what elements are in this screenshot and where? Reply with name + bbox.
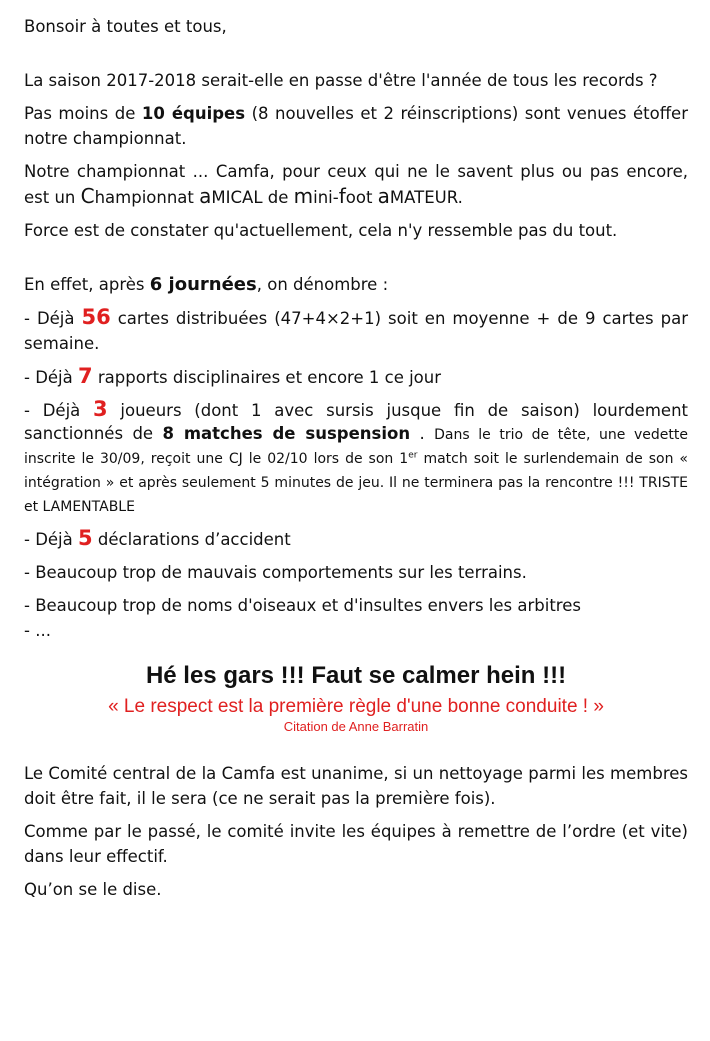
stat-behaviour: - Beaucoup trop de mauvais comportements sur les terrains. (24, 563, 527, 582)
players-count: 3 (93, 397, 108, 421)
stats-lead: En effet, après 6 journées, on dénombre : (24, 274, 389, 295)
stat-reports: - Déjà 7 rapports disciplinaires et encore 1 ce jour (24, 364, 442, 388)
intro-championship: Notre championnat ... Camfa, pour ceux qui ne le savent plus ou pas encore, est un Championnat aMICAL de mini-foot aMATEUR. (24, 162, 688, 208)
quote-citation: Citation de Anne Barratin (283, 719, 429, 734)
greeting: Bonsoir à toutes et tous, (24, 17, 227, 36)
quote: « Le respect est la première règle d'une bonne conduite ! » (108, 696, 604, 717)
intro-teams: Pas moins de 10 équipes (8 nouvelles et 2 réinscriptions) sont venues étoffer notre championnat. (24, 104, 688, 148)
closing-signoff: Qu’on se le dise. (24, 880, 162, 899)
intro-question: La saison 2017-2018 serait-elle en passe d'être l'année de tous les records ? (24, 71, 658, 90)
matchdays-count: 6 journées (149, 274, 257, 295)
stat-players: - Déjà 3 joueurs (dont 1 avec sursis jusque fin de saison) lourdement sanctionnés de 8 matches de suspension . Dans le trio de tête, une vedette inscrite le 30/09, reçoit une CJ le 02/10 lors de son 1er match soit le surlendemain de son « intégration » et après seulement 5 minutes de jeu. Il ne terminera pas la rencontre !!! TRISTE et LAMENTABLE (24, 397, 689, 515)
letter-body (24, 14, 688, 902)
slogan-heading: Hé les gars !!! Faut se calmer hein !!! (145, 662, 567, 689)
stat-insults: - Beaucoup trop de noms d'oiseaux et d'insultes envers les arbitres (24, 596, 581, 615)
players-detail: Dans le trio de tête, une vedette inscrite le 30/09, reçoit une CJ le 02/10 lors de son 1er match soit le surlendemain de son « intégration » et après seulement 5 minutes de jeu. Il ne terminera pas la rencontre !!! TRISTE et LAMENTABLE (24, 427, 689, 515)
closing-invite: Comme par le passé, le comité invite les équipes à remettre de l’ordre (et vite) dans leur effectif. (24, 822, 688, 866)
stat-cards: - Déjà 56 cartes distribuées (47+4×2+1) soit en moyenne + de 9 cartes par semaine. (24, 305, 689, 353)
reports-count: 7 (78, 364, 93, 388)
accidents-count: 5 (78, 526, 93, 550)
stat-etc: - ... (24, 621, 51, 640)
stat-accidents: - Déjà 5 déclarations d’accident (24, 526, 291, 550)
teams-count: 10 équipes (141, 104, 246, 123)
cards-count: 56 (81, 305, 111, 329)
intro-observation: Force est de constater qu'actuellement, cela n'y ressemble pas du tout. (24, 221, 618, 240)
closing-committee: Le Comité central de la Camfa est unanime, si un nettoyage parmi les membres doit être fait, il le sera (ce ne serait pas la première fois). (24, 764, 688, 808)
suspension-matches: 8 matches de suspension (162, 424, 411, 443)
